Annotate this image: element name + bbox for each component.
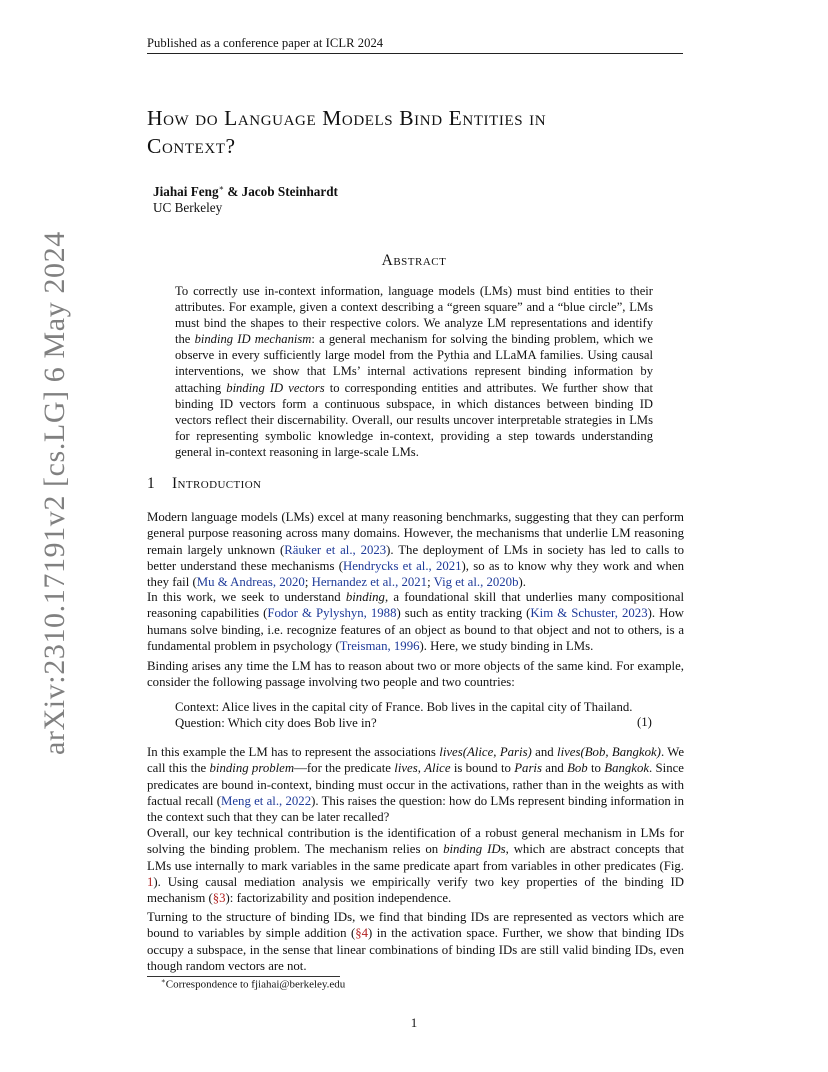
example-question: Question: Which city does Bob live in? bbox=[175, 716, 377, 730]
equation-number: (1) bbox=[637, 715, 652, 729]
page-number: 1 bbox=[410, 1015, 418, 1030]
affiliation: UC Berkeley bbox=[153, 200, 223, 215]
header-rule bbox=[147, 53, 683, 54]
citation-link[interactable]: Hendrycks et al., 2021 bbox=[342, 558, 462, 573]
paper-title bbox=[147, 104, 692, 160]
footnote: ∗Correspondence to fjiahai@berkeley.edu bbox=[161, 977, 346, 991]
citation-link[interactable]: Treisman, 1996 bbox=[339, 638, 420, 653]
citation-link[interactable]: Räuker et al., 2023 bbox=[284, 542, 387, 557]
citation-link[interactable]: Kim & Schuster, 2023 bbox=[530, 606, 648, 621]
paragraph-1: Modern language models (LMs) excel at many reasoning benchmarks, suggesting that they can perform general purpose reasoning across many domains. However, the mechanisms that underlie LM reasoning remain largely unknown (Räuker et al., 2023). The deployment of LMs in society has led to calls to better understand these mechanisms (Hendrycks et al., 2021), so as to know why they work and when they fail (Mu & Andreas, 2020; Hernandez et al., 2021; Vig et al., 2020b). bbox=[147, 510, 684, 590]
paragraph-3: Binding arises any time the LM has to reason about two or more objects of the same kind. For example, consider the following passage involving two people and two countries: bbox=[147, 659, 684, 690]
paragraph-5: Overall, our key technical contribution is the identification of a robust general mechanism in LMs for solving the binding problem. The mechanism relies on binding IDs, which are abstract concepts that LMs use internally to mark variables in the same predicate apart from variables in other predicates (Fig. 1). Using causal mediation analysis we empirically verify two key properties of the binding ID mechanism (§3): factorizability and position independence. bbox=[147, 826, 685, 906]
author-1: Jiahai Feng bbox=[153, 184, 219, 199]
arxiv-stamp: arXiv:2310.17191v2 [cs.LG] 6 May 2024 bbox=[38, 231, 71, 755]
author-footnote-mark[interactable]: ∗ bbox=[218, 183, 225, 193]
author-2: & Jacob Steinhardt bbox=[224, 184, 338, 199]
citation-link[interactable]: Meng et al., 2022 bbox=[221, 793, 312, 808]
paragraph-4: In this example the LM has to represent the associations lives(Alice, Paris) and lives(Bob, Bangkok). We call this the binding problem—for the predicate lives, Alice is bound to Paris and Bob to Bangkok. Since predicates are bound in-context, binding must occur in the activations, rather than in the weights as with factual recall (Meng et al., 2022). This raises the question: how do LMs represent binding information in the context such that they can be later recalled? bbox=[147, 745, 684, 825]
section-ref-link[interactable]: §3 bbox=[212, 891, 226, 906]
example-context: Context: Alice lives in the capital city of France. Bob lives in the capital city of Thailand. bbox=[175, 700, 633, 714]
figure-ref-link[interactable]: 1 bbox=[147, 874, 154, 889]
abstract-text: To correctly use in-context information, language models (LMs) must bind entities to their attributes. For example, given a context describing a “green square” and a “blue circle”, LMs must bind the shapes to their respective colors. We analyze LM representations and identify the binding ID mechanism: a general mechanism for solving the binding problem, which we observe in every sufficiently large model from the Pythia and LLaMA families. Using causal interventions, we show that LMs’ internal activations represent binding information by attaching binding ID vectors to corresponding entities and attributes. We further show that binding ID vectors form a continuous subspace, in which distances between binding ID vectors reflect their discernability. Overall, our results uncover interpretable strategies in LMs for representing symbolic knowledge in-context, providing a step towards understanding general in-context reasoning in large-scale LMs. bbox=[175, 284, 653, 459]
section-title: Introduction bbox=[172, 475, 262, 492]
authors bbox=[153, 184, 338, 200]
section-ref-link[interactable]: §4 bbox=[355, 926, 369, 941]
running-header: Published as a conference paper at ICLR 2024 bbox=[147, 36, 384, 50]
section-number: 1 bbox=[147, 475, 155, 492]
abstract-heading: Abstract bbox=[381, 252, 447, 269]
paragraph-6: Turning to the structure of binding IDs, we find that binding IDs are represented as vectors which are bound to variables by simple addition (§4) in the activation space. Further, we show that binding IDs occupy a subspace, in the sense that linear combinations of binding IDs are still valid binding IDs, even though random vectors are not. bbox=[147, 910, 684, 973]
title-line-1: How do Language Models Bind Entities in bbox=[147, 106, 547, 130]
paragraph-2: In this work, we seek to understand binding, a foundational skill that underlies many compositional reasoning capabilities (Fodor & Pylyshyn, 1988) such as entity tracking (Kim & Schuster, 2023). How humans solve binding, i.e. recognize features of an object as bound to that object and not to others, is a fundamental problem in psychology (Treisman, 1996). Here, we study binding in LMs. bbox=[147, 590, 685, 653]
citation-link[interactable]: Vig et al., 2020b bbox=[433, 575, 519, 590]
citation-link[interactable]: Fodor & Pylyshyn, 1988 bbox=[267, 606, 397, 621]
citation-link[interactable]: Hernandez et al., 2021 bbox=[311, 575, 428, 590]
title-line-2: Context? bbox=[147, 134, 236, 158]
citation-link[interactable]: Mu & Andreas, 2020 bbox=[196, 575, 305, 590]
